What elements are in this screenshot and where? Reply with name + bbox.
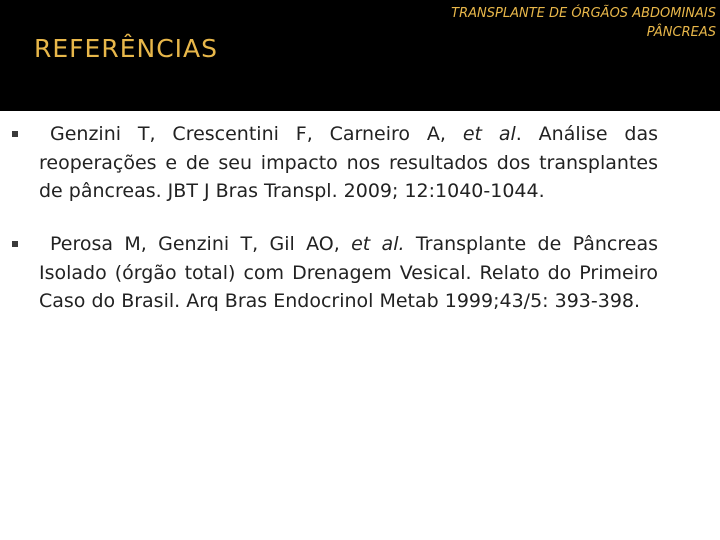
reference-text-end: . Análise das reoperações e de seu impacto nos resultados dos transplantes de pâncreas. JBT J Bras Transpl. 2009; 12:1040-1044.	[39, 123, 658, 202]
section-caption-line2: PÂNCREAS	[646, 25, 716, 40]
reference-et-al: et al	[462, 123, 516, 145]
reference-et-al: et al.	[351, 233, 405, 255]
square-bullet-icon	[12, 131, 18, 137]
reference-text-start: Perosa M, Genzini T, Gil AO,	[50, 233, 352, 255]
reference-item	[39, 230, 658, 316]
header-bar	[0, 0, 720, 111]
section-caption-line1: TRANSPLANTE DE ÓRGÃOS ABDOMINAIS	[451, 6, 716, 21]
reference-item	[39, 120, 658, 206]
section-caption	[451, 4, 716, 42]
reference-text-start: Genzini T, Crescentini F, Carneiro A,	[50, 123, 463, 145]
reference-text-end: Transplante de Pâncreas Isolado (órgão total) com Drenagem Vesical. Relato do Primeiro Caso do Brasil. Arq Bras Endocrinol Metab 1999;43/5: 393-398.	[39, 233, 658, 312]
slide-title: REFERÊNCIAS	[34, 34, 219, 63]
square-bullet-icon	[12, 241, 18, 247]
